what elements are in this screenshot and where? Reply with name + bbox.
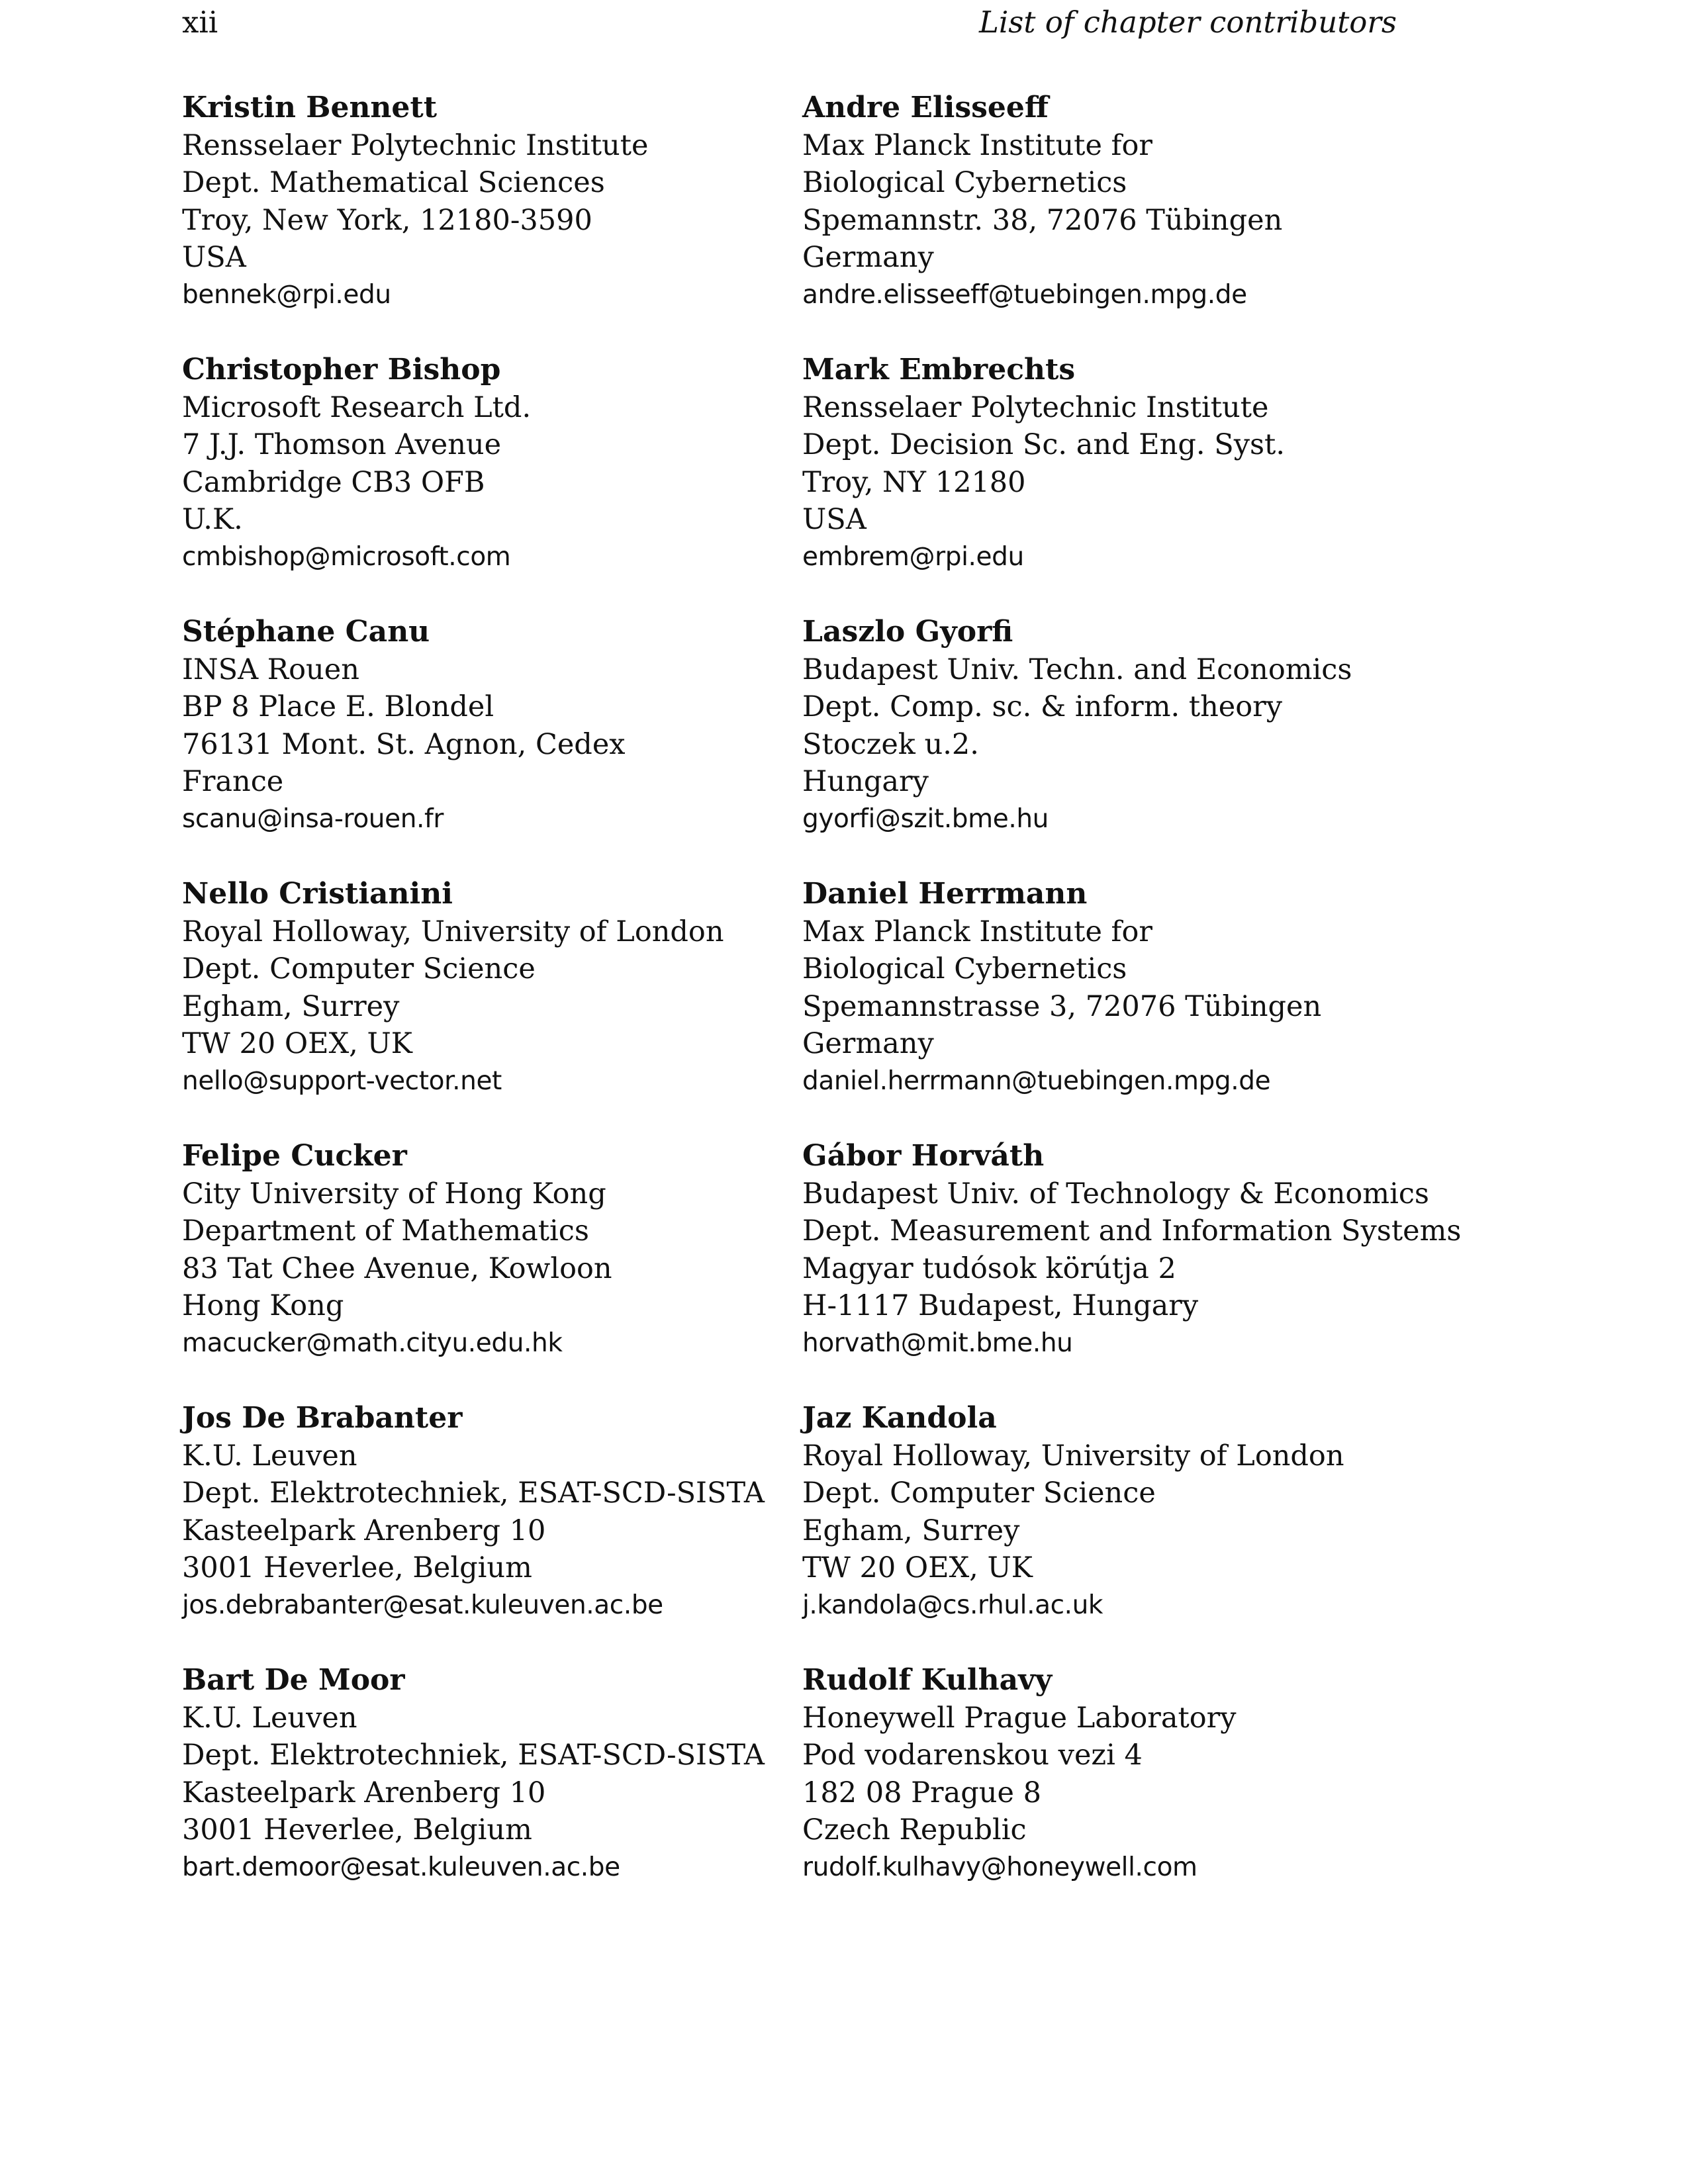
address-line: USA bbox=[802, 503, 867, 536]
address-line: Dept. Decision Sc. and Eng. Syst. bbox=[802, 428, 1286, 461]
contributor-name: Stéphane Canu bbox=[182, 615, 430, 649]
address-line: 3001 Heverlee, Belgium bbox=[182, 1551, 532, 1584]
contributor-name: Kristin Bennett bbox=[182, 91, 438, 124]
address-line: Biological Cybernetics bbox=[802, 166, 1127, 199]
address-line: Max Planck Institute for bbox=[802, 915, 1152, 948]
contributor-email: rudolf.kulhavy@honeywell.com bbox=[802, 1852, 1197, 1882]
address-line: Hong Kong bbox=[182, 1289, 344, 1322]
address-line: Dept. Elektrotechniek, ESAT-SCD-SISTA bbox=[182, 1739, 765, 1772]
running-head bbox=[182, 0, 1397, 46]
contributor-email: jos.debrabanter@esat.kuleuven.ac.be bbox=[182, 1590, 663, 1620]
address-line: H-1117 Budapest, Hungary bbox=[802, 1289, 1199, 1322]
address-line: U.K. bbox=[182, 503, 243, 536]
contributor-name: Gábor Horváth bbox=[802, 1139, 1045, 1173]
address-line: 3001 Heverlee, Belgium bbox=[182, 1813, 532, 1846]
contributor-entry bbox=[182, 614, 818, 876]
contributor-email: gyorfi@szit.bme.hu bbox=[802, 803, 1049, 834]
address-line: K.U. Leuven bbox=[182, 1701, 357, 1735]
contributor-email: embrem@rpi.edu bbox=[802, 541, 1024, 572]
contributor-entry bbox=[802, 876, 1438, 1138]
address-line: Troy, NY 12180 bbox=[802, 465, 1026, 499]
address-line: Egham, Surrey bbox=[802, 1514, 1020, 1547]
address-line: Honeywell Prague Laboratory bbox=[802, 1701, 1237, 1735]
address-line: TW 20 OEX, UK bbox=[182, 1027, 412, 1060]
address-line: Pod vodarenskou vezi 4 bbox=[802, 1739, 1143, 1772]
contributor-entry bbox=[182, 1138, 818, 1400]
address-line: Egham, Surrey bbox=[182, 989, 400, 1023]
contributor-name: Laszlo Gyorfi bbox=[802, 615, 1013, 649]
contributors-column-left bbox=[182, 89, 818, 1924]
contributor-name: Bart De Moor bbox=[182, 1663, 405, 1697]
address-line: Dept. Elektrotechniek, ESAT-SCD-SISTA bbox=[182, 1477, 765, 1510]
address-line: Troy, New York, 12180-3590 bbox=[182, 203, 592, 237]
contributor-entry bbox=[802, 614, 1438, 876]
contributor-name: Felipe Cucker bbox=[182, 1139, 407, 1173]
address-line: Dept. Computer Science bbox=[802, 1477, 1156, 1510]
address-line: Budapest Univ. of Technology & Economics bbox=[802, 1177, 1429, 1210]
address-line: K.U. Leuven bbox=[182, 1439, 357, 1473]
address-line: Rensselaer Polytechnic Institute bbox=[802, 390, 1269, 424]
address-line: Magyar tudósok körútja 2 bbox=[802, 1251, 1176, 1285]
address-line: Max Planck Institute for bbox=[802, 128, 1152, 162]
address-line: TW 20 OEX, UK bbox=[802, 1551, 1033, 1584]
address-line: BP 8 Place E. Blondel bbox=[182, 690, 494, 723]
address-line: Microsoft Research Ltd. bbox=[182, 390, 532, 424]
contributor-entry bbox=[182, 1400, 818, 1662]
contributor-email: scanu@insa-rouen.fr bbox=[182, 803, 444, 834]
contributor-entry bbox=[802, 351, 1438, 614]
address-line: Dept. Measurement and Information Systems bbox=[802, 1214, 1462, 1248]
address-line: Dept. Computer Science bbox=[182, 952, 536, 985]
contributor-entry bbox=[802, 1662, 1438, 1924]
address-line: City University of Hong Kong bbox=[182, 1177, 606, 1210]
running-title: List of chapter contributors bbox=[979, 5, 1397, 40]
contributor-email: bart.demoor@esat.kuleuven.ac.be bbox=[182, 1852, 620, 1882]
contributor-name: Jaz Kandola bbox=[802, 1401, 997, 1435]
address-line: France bbox=[182, 765, 284, 798]
address-line: Biological Cybernetics bbox=[802, 952, 1127, 985]
contributor-email: macucker@math.cityu.edu.hk bbox=[182, 1328, 563, 1358]
contributor-email: horvath@mit.bme.hu bbox=[802, 1328, 1073, 1358]
page-number: xii bbox=[182, 5, 218, 40]
contributor-email: j.kandola@cs.rhul.ac.uk bbox=[802, 1590, 1103, 1620]
address-line: Dept. Mathematical Sciences bbox=[182, 166, 605, 199]
contributor-name: Nello Cristianini bbox=[182, 877, 453, 911]
address-line: Hungary bbox=[802, 765, 929, 798]
address-line: Cambridge CB3 OFB bbox=[182, 465, 485, 499]
contributor-email: nello@support-vector.net bbox=[182, 1066, 502, 1096]
contributor-name: Daniel Herrmann bbox=[802, 877, 1088, 911]
address-line: 182 08 Prague 8 bbox=[802, 1776, 1041, 1809]
address-line: Czech Republic bbox=[802, 1813, 1027, 1846]
address-line: USA bbox=[182, 241, 246, 274]
contributor-entry bbox=[182, 876, 818, 1138]
address-line: Germany bbox=[802, 241, 934, 274]
contributor-name: Jos De Brabanter bbox=[182, 1401, 463, 1435]
contributor-name: Rudolf Kulhavy bbox=[802, 1663, 1053, 1697]
contributor-entry bbox=[802, 1138, 1462, 1400]
contributor-email: cmbishop@microsoft.com bbox=[182, 541, 511, 572]
address-line: Royal Holloway, University of London bbox=[802, 1439, 1344, 1473]
contributor-name: Christopher Bishop bbox=[182, 353, 501, 387]
address-line: 76131 Mont. St. Agnon, Cedex bbox=[182, 727, 626, 761]
address-line: Germany bbox=[802, 1027, 934, 1060]
contributor-email: andre.elisseeff@tuebingen.mpg.de bbox=[802, 279, 1247, 310]
address-line: Department of Mathematics bbox=[182, 1214, 589, 1248]
address-line: Kasteelpark Arenberg 10 bbox=[182, 1776, 546, 1809]
contributor-email: daniel.herrmann@tuebingen.mpg.de bbox=[802, 1066, 1271, 1096]
address-line: 7 J.J. Thomson Avenue bbox=[182, 428, 502, 461]
address-line: Stoczek u.2. bbox=[802, 727, 979, 761]
address-line: Rensselaer Polytechnic Institute bbox=[182, 128, 649, 162]
contributor-name: Andre Elisseeff bbox=[802, 91, 1049, 124]
contributor-entry bbox=[802, 1400, 1438, 1662]
contributor-email: bennek@rpi.edu bbox=[182, 279, 391, 310]
contributors-column-right bbox=[802, 89, 1462, 1924]
contributor-name: Mark Embrechts bbox=[802, 353, 1076, 387]
address-line: Budapest Univ. Techn. and Economics bbox=[802, 653, 1352, 686]
contributor-entry bbox=[802, 89, 1438, 351]
address-line: Royal Holloway, University of London bbox=[182, 915, 724, 948]
address-line: INSA Rouen bbox=[182, 653, 359, 686]
address-line: Spemannstrasse 3, 72076 Tübingen bbox=[802, 989, 1322, 1023]
contributor-entry bbox=[182, 89, 818, 351]
address-line: Spemannstr. 38, 72076 Tübingen bbox=[802, 203, 1283, 237]
contributor-entry bbox=[182, 1662, 818, 1924]
contributor-entry bbox=[182, 351, 818, 614]
address-line: Kasteelpark Arenberg 10 bbox=[182, 1514, 546, 1547]
address-line: Dept. Comp. sc. & inform. theory bbox=[802, 690, 1282, 723]
address-line: 83 Tat Chee Avenue, Kowloon bbox=[182, 1251, 612, 1285]
